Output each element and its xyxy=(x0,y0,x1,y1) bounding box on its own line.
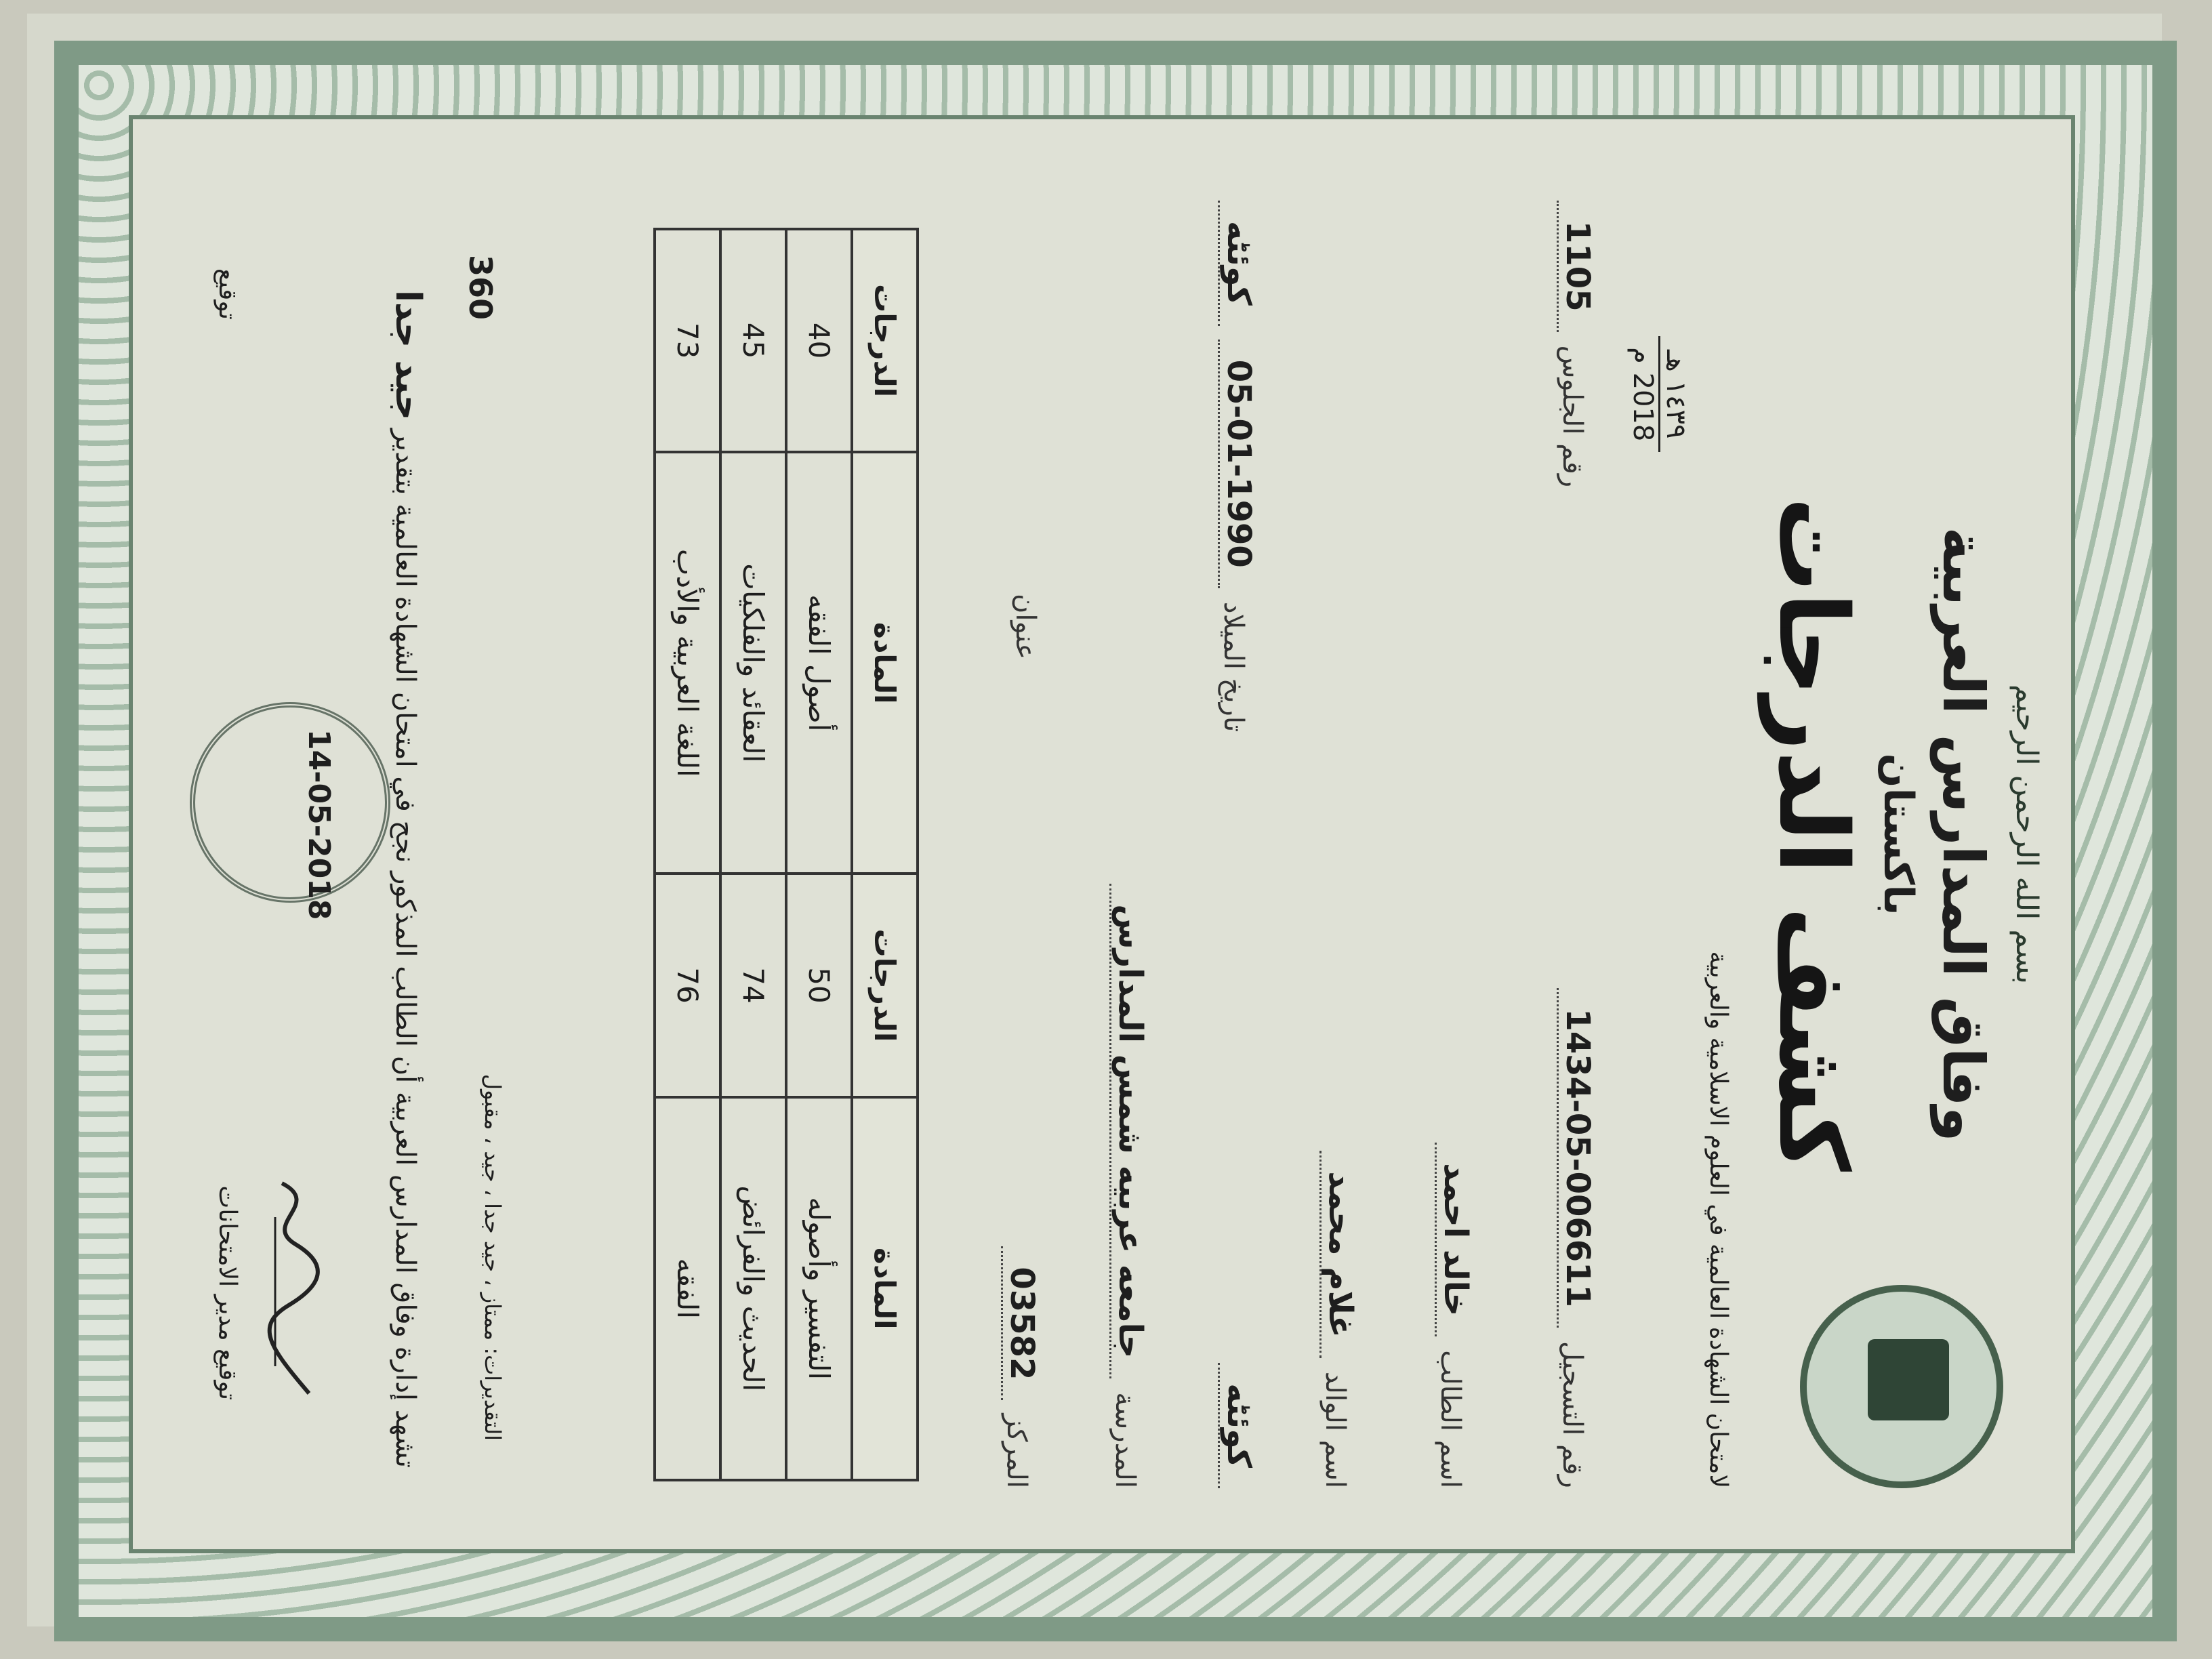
certificate-sheet xyxy=(27,14,2162,1626)
year-gregorian: 2018 م xyxy=(1627,347,1658,442)
marks-cell: 76 xyxy=(655,874,720,1097)
registration-field xyxy=(1557,988,1597,1488)
registration-label: رقم التسجيل xyxy=(1557,1340,1588,1488)
signature-icon xyxy=(255,1176,336,1400)
registration-value: 1434-05-006611 xyxy=(1557,988,1597,1328)
father-value: غلام محمد xyxy=(1319,1151,1359,1357)
header-marks-2: الدرجات xyxy=(852,229,918,452)
madrasa-value: جامعه عربيه شمس المدارس xyxy=(1109,884,1149,1378)
madrasa-field xyxy=(1109,884,1149,1488)
subject-cell: اللغة العربية والأدب xyxy=(655,452,720,874)
certification-sentence: تشهد إدارة وفاق المدارس العربية أن الطالب المذكور نجح في امتحان الشهادة العالمية بتقدير xyxy=(390,428,421,1468)
student-value: خالد احمد xyxy=(1435,1143,1475,1336)
table-row xyxy=(655,229,720,1480)
student-label: اسم الطالب xyxy=(1435,1350,1466,1488)
table-row xyxy=(786,229,852,1480)
official-stamp-icon xyxy=(190,702,390,903)
city-value-2: كوئٹه xyxy=(1218,201,1258,326)
sign-label: توقيع xyxy=(213,268,241,320)
address-label: عنوان xyxy=(1010,594,1041,660)
header-marks: الدرجات xyxy=(852,874,918,1097)
subject-cell: التفسير وأصوله xyxy=(786,1097,852,1480)
issue-date: 14-05-2018 xyxy=(302,729,336,920)
document-title: كشف الدرجات xyxy=(1757,497,1868,1172)
year-hijri: ١٤٣٩ هـ xyxy=(1658,336,1692,452)
total-marks: 360 xyxy=(462,255,499,321)
father-label: اسم الوالد xyxy=(1319,1371,1351,1488)
roll-label: رقم الجلوس xyxy=(1557,345,1588,488)
roll-value: 1105 xyxy=(1557,201,1597,332)
certification-grade: جيد جدا xyxy=(388,290,428,421)
grades-table xyxy=(653,228,919,1481)
marks-cell: 50 xyxy=(786,874,852,1097)
roll-field xyxy=(1557,201,1597,487)
bismillah: بسم الله الرحمن الرحيم xyxy=(2009,684,2044,985)
signature-label: توقيع مدير الامتحانات xyxy=(213,1185,241,1400)
dob-field xyxy=(1218,201,1258,732)
subject-cell: الحديث والفرائض xyxy=(720,1097,786,1480)
center-field xyxy=(1001,1246,1041,1488)
city-value: كوئٹه xyxy=(1218,1363,1258,1488)
student-field xyxy=(1435,1143,1475,1488)
center-label: المركز xyxy=(1001,1414,1032,1488)
grading-footnote: التقديرات: ممتاز ، جيد جدا ، جيد ، مقبول xyxy=(480,1073,506,1441)
country-name: باكستان xyxy=(1875,753,1922,916)
table-row xyxy=(720,229,786,1480)
table-header-row xyxy=(852,229,918,1480)
marks-cell: 73 xyxy=(655,229,720,452)
subject-cell: العقائد والفلكيات xyxy=(720,452,786,874)
center-value: 03582 xyxy=(1001,1246,1041,1400)
document-body xyxy=(133,119,2071,1549)
organization-name: وفاق المدارس العربية xyxy=(1930,527,1996,1142)
subject-cell: أصول الفقه xyxy=(786,452,852,874)
madrasa-label: المدرسة xyxy=(1109,1392,1141,1488)
header-subject-2: المادة xyxy=(852,452,918,874)
marks-cell: 40 xyxy=(786,229,852,452)
city-field xyxy=(1218,1363,1258,1488)
exam-year xyxy=(1627,336,1692,452)
address-field xyxy=(1010,594,1041,659)
father-field xyxy=(1319,1151,1359,1488)
exam-description: لامتحان الشهادة العالمية في العلوم الاسلامية والعربية xyxy=(1704,951,1732,1488)
dob-label: تاريخ الميلاد xyxy=(1218,601,1249,733)
certification-text xyxy=(378,201,438,1468)
marks-cell: 74 xyxy=(720,874,786,1097)
marks-cell: 45 xyxy=(720,229,786,452)
subject-cell: الفقه xyxy=(655,1097,720,1480)
header-subject: المادة xyxy=(852,1097,918,1480)
dob-value: 05-01-1990 xyxy=(1218,340,1258,588)
